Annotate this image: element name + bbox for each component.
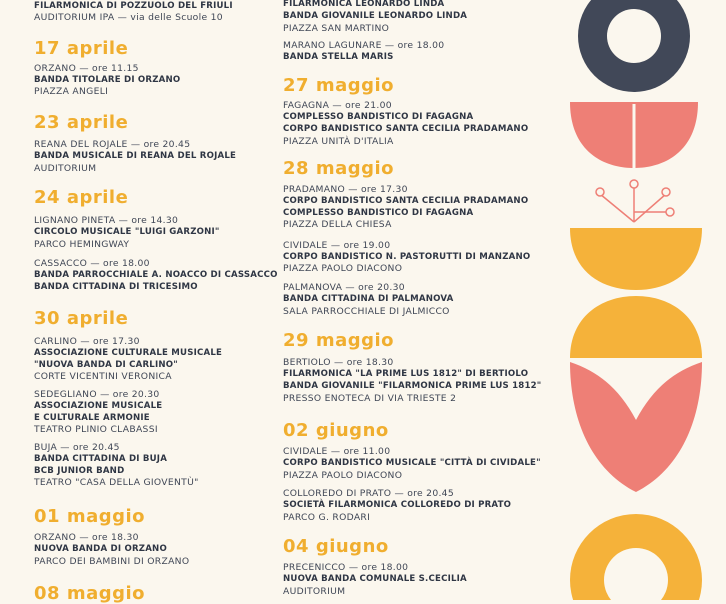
date-heading: 02 giugno [283, 420, 389, 441]
date-heading: 29 maggio [283, 330, 395, 351]
location-time: PALMANOVA — ore 20.30 [283, 282, 405, 293]
band-name: BANDA GIOVANILE "FILARMONICA PRIME LUS 1812" [283, 381, 542, 391]
venue: PIAZZA UNITÀ D'ITALIA [283, 136, 394, 147]
band-name: BANDA TITOLARE DI ORZANO [34, 75, 181, 85]
location-time: MARANO LAGUNARE — ore 18.00 [283, 40, 445, 51]
location-time: PRADAMANO — ore 17.30 [283, 184, 408, 195]
band-name: FILARMONICA LEONARDO LINDA [283, 0, 445, 9]
band-name: BANDA MUSICALE DI REANA DEL ROJALE [34, 151, 237, 161]
band-name: FILARMONICA "LA PRIME LUS 1812" DI BERTIOLO [283, 369, 529, 379]
band-name: "NUOVA BANDA DI CARLINO" [34, 360, 178, 370]
band-name: COMPLESSO BANDISTICO DI FAGAGNA [283, 112, 474, 122]
date-heading: 08 maggio [34, 583, 146, 604]
band-name: CORPO BANDISTICO MUSICALE "CITTÀ DI CIVIDALE" [283, 458, 541, 468]
band-name: NUOVA BANDA DI ORZANO [34, 544, 167, 554]
location-time: ORZANO — ore 11.15 [34, 63, 139, 74]
band-name: BANDA CITTADINA DI TRICESIMO [34, 282, 198, 292]
stamen-lines-shape [596, 180, 674, 222]
location-time: COLLOREDO DI PRATO — ore 20.45 [283, 488, 454, 499]
venue: PARCO G. RODARI [283, 512, 371, 523]
location-time: REANA DEL ROJALE — ore 20.45 [34, 139, 191, 150]
date-heading: 28 maggio [283, 158, 395, 179]
date-heading: 30 aprile [34, 308, 129, 329]
band-name: BANDA GIOVANILE LEONARDO LINDA [283, 11, 468, 21]
band-name: BANDA PARROCCHIALE A. NOACCO DI CASSACCO [34, 270, 278, 280]
date-heading: 04 giugno [283, 536, 389, 557]
venue: PARCO HEMINGWAY [34, 239, 130, 250]
yellow-ring-shape [570, 514, 702, 600]
venue: PIAZZA SAN MARTINO [283, 23, 390, 34]
band-name: ASSOCIAZIONE CULTURALE MUSICALE [34, 348, 223, 358]
venue: PRESSO ENOTECA DI VIA TRIESTE 2 [283, 393, 457, 404]
band-name: CORPO BANDISTICO SANTA CECILIA PRADAMANO [283, 124, 529, 134]
location-time: CARLINO — ore 17.30 [34, 336, 140, 347]
band-name: CORPO BANDISTICO N. PASTORUTTI DI MANZANO [283, 252, 531, 262]
navy-ring-shape [578, 0, 690, 92]
band-name: BCB JUNIOR BAND [34, 466, 125, 476]
date-heading: 24 aprile [34, 187, 129, 208]
coral-leaves-shape [570, 102, 698, 168]
venue: CORTE VICENTINI VERONICA [34, 371, 172, 382]
band-name: BANDA CITTADINA DI PALMANOVA [283, 294, 454, 304]
location-time: CASSACCO — ore 18.00 [34, 258, 150, 269]
location-time: PRECENICCO — ore 18.00 [283, 562, 409, 573]
band-name: NUOVA BANDA COMUNALE S.CECILIA [283, 574, 467, 584]
coral-tulip-shape [570, 362, 702, 492]
venue: SALA PARROCCHIALE DI JALMICCO [283, 306, 450, 317]
band-name: FILARMONICA DI POZZUOLO DEL FRIULI [34, 1, 233, 11]
location-time: CIVIDALE — ore 11.00 [283, 446, 391, 457]
decorative-flowers [562, 0, 726, 600]
band-name: BANDA CITTADINA DI BUJA [34, 454, 168, 464]
venue: AUDITORIUM [34, 163, 97, 174]
venue: AUDITORIUM [283, 586, 346, 597]
venue: PIAZZA PAOLO DIACONO [283, 263, 403, 274]
band-name: SOCIETÀ FILARMONICA COLLOREDO DI PRATO [283, 500, 512, 510]
date-heading: 27 maggio [283, 75, 395, 96]
band-name: CIRCOLO MUSICALE "LUIGI GARZONI" [34, 227, 220, 237]
date-heading: 17 aprile [34, 38, 129, 59]
location-time: LIGNANO PINETA — ore 14.30 [34, 215, 179, 226]
venue: TEATRO PLINIO CLABASSI [34, 424, 158, 435]
venue: PIAZZA DELLA CHIESA [283, 219, 392, 230]
venue: TEATRO "CASA DELLA GIOVENTÙ" [34, 477, 199, 488]
yellow-cup-shape [570, 228, 702, 358]
venue: AUDITORIUM IPA — via delle Scuole 10 [34, 12, 223, 23]
location-time: BERTIOLO — ore 18.30 [283, 357, 394, 368]
band-name: BANDA STELLA MARIS [283, 52, 394, 62]
band-name: CORPO BANDISTICO SANTA CECILIA PRADAMANO [283, 196, 529, 206]
location-time: SEDEGLIANO — ore 20.30 [34, 389, 160, 400]
venue: PIAZZA ANGELI [34, 86, 109, 97]
location-time: FAGAGNA — ore 21.00 [283, 100, 392, 111]
location-time: CIVIDALE — ore 19.00 [283, 240, 391, 251]
band-name: COMPLESSO BANDISTICO DI FAGAGNA [283, 208, 474, 218]
venue: PARCO DEI BAMBINI DI ORZANO [34, 556, 190, 567]
date-heading: 01 maggio [34, 506, 146, 527]
venue: PIAZZA PAOLO DIACONO [283, 470, 403, 481]
band-name: E CULTURALE ARMONIE [34, 413, 150, 423]
date-heading: 23 aprile [34, 112, 129, 133]
location-time: ORZANO — ore 18.30 [34, 532, 139, 543]
band-name: ASSOCIAZIONE MUSICALE [34, 401, 163, 411]
location-time: BUJA — ore 20.45 [34, 442, 120, 453]
